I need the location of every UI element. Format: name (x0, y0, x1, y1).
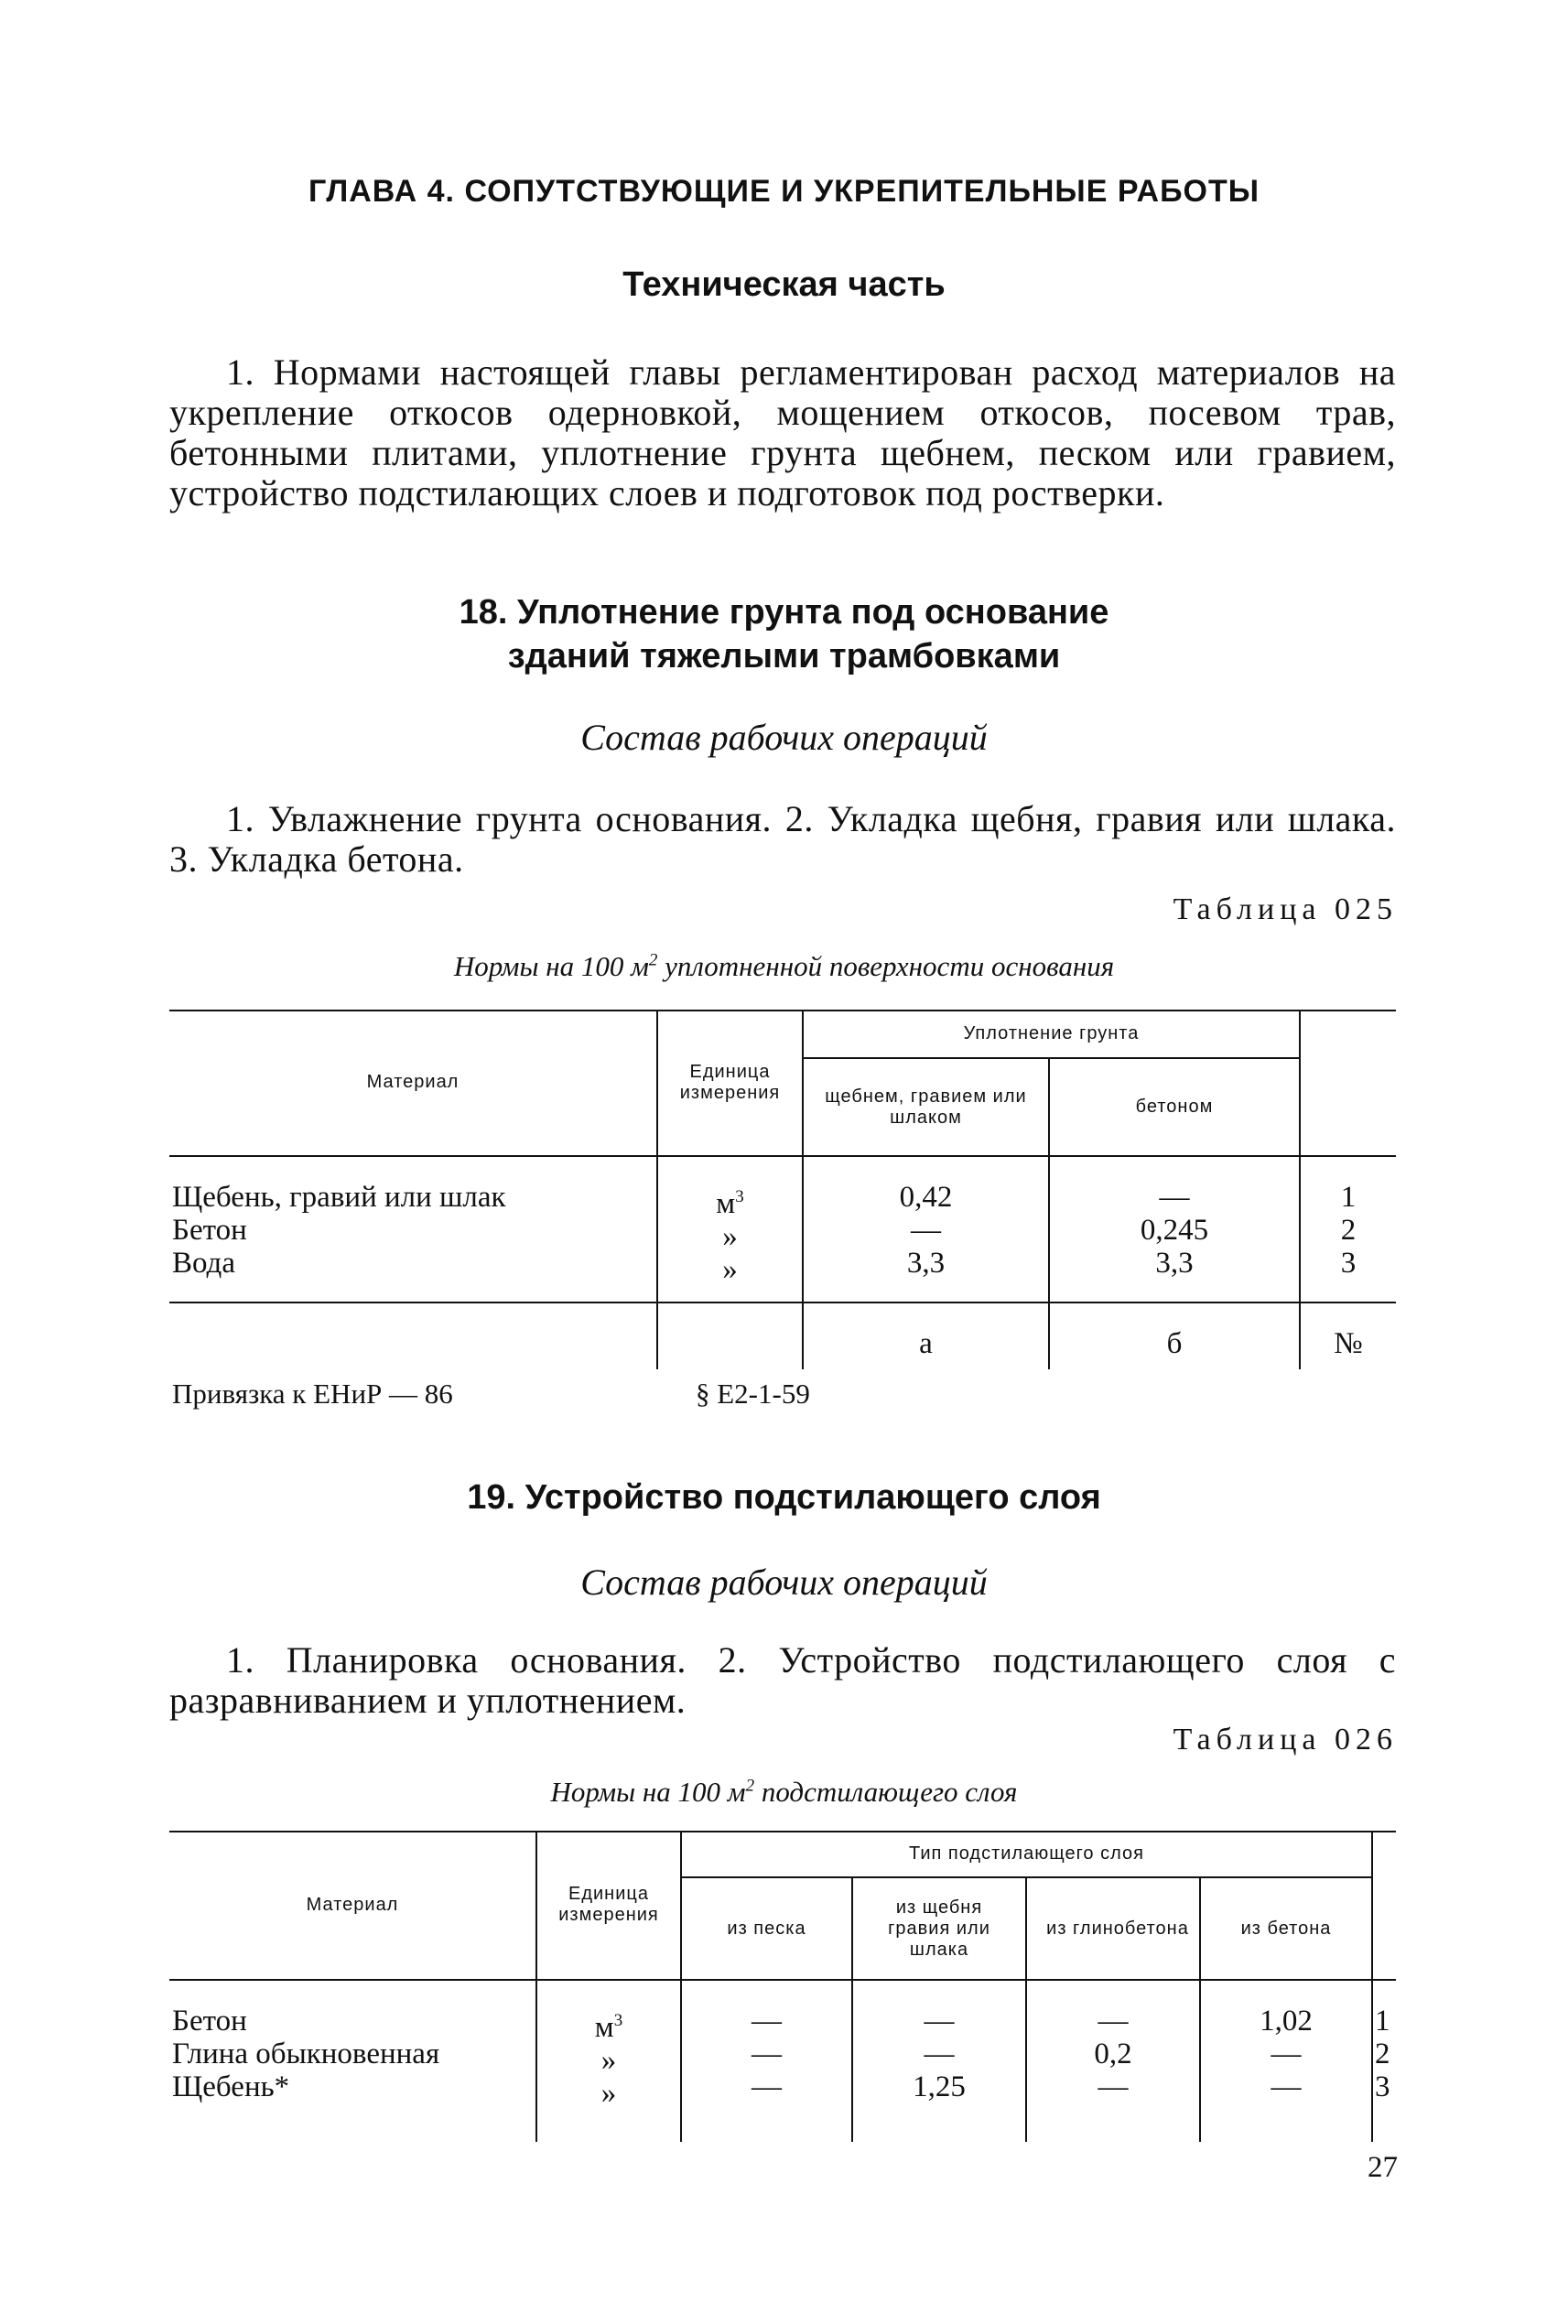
table026-header-a: из песка (727, 1918, 806, 1939)
row-unit: » (600, 2044, 617, 2077)
table025-header-a: щебнем, гравием или шлаком (825, 1086, 1027, 1128)
table025-header-group: Уплотнение грунта (963, 1022, 1140, 1043)
row-value-d: 1,02 (1260, 2005, 1313, 2038)
chapter-title: ГЛАВА 4. СОПУТСТВУЮЩИЕ И УКРЕПИТЕЛЬНЫЕ РАБОТЫ (308, 174, 1260, 209)
row-value-d: — (1271, 2070, 1302, 2103)
row-material: Щебень, гравий или шлак (172, 1181, 506, 1214)
table026-label: Таблица 026 (1173, 1723, 1398, 1757)
row-value-b: 1,25 (913, 2070, 966, 2103)
row-value-d: — (1271, 2038, 1302, 2070)
table025-footer-a: а (919, 1327, 933, 1360)
table026-header-unit: Единица измерения (558, 1884, 659, 1925)
table026-header-group: Тип подстилающего слоя (909, 1843, 1144, 1864)
section18-ops-title: Состав рабочих операций (580, 717, 988, 758)
table025-header-material: Материал (366, 1072, 460, 1092)
row-material: Бетон (172, 2005, 247, 2038)
row-material: Бетон (172, 1214, 247, 1247)
row-value-b: — (1159, 1181, 1190, 1214)
row-value-c: 0,2 (1094, 2038, 1132, 2070)
row-unit: $м^3$ (594, 2011, 623, 2044)
row-value-b: — (924, 2038, 955, 2070)
table025-label: Таблица 025 (1173, 892, 1398, 926)
row-unit: » (600, 2077, 617, 2110)
section18-title-line2: зданий тяжелыми трамбовками (507, 637, 1061, 676)
row-value-a: — (752, 2038, 782, 2070)
row-material: Вода (172, 1247, 235, 1280)
row-number: 3 (1375, 2070, 1390, 2103)
table026-header-d: из бетона (1240, 1918, 1332, 1939)
row-value-b: 0,245 (1140, 1214, 1209, 1247)
row-value-a: — (752, 2070, 782, 2103)
table025-header-b: бетоном (1135, 1097, 1214, 1117)
row-value-a: 3,3 (906, 1247, 946, 1280)
row-number: 1 (1375, 2005, 1390, 2038)
table025-footer-b: б (1166, 1327, 1183, 1360)
row-unit: » (722, 1253, 738, 1286)
technical-part-paragraph: 1. Нормами настоящей главы регламентирован расход материалов на укрепление откосов одерновкой, мощением откосов, посевом трав, бетонными плитами, уплотнение грунта щебнем, песком или гравием, устройство подстилающих слоев и подготовок под ростверки. (169, 351, 1396, 513)
row-number: 1 (1340, 1181, 1357, 1214)
page-number: 27 (1368, 2151, 1398, 2184)
table025-header-unit: Единица измерения (679, 1061, 781, 1103)
row-value-a: — (752, 2005, 782, 2038)
row-material: Щебень* (172, 2070, 290, 2103)
row-number: 3 (1340, 1247, 1357, 1280)
section19-title: 19. Устройство подстилающего слоя (467, 1478, 1101, 1517)
section19-ops-text: 1. Планировка основания. 2. Устройство подстилающего слоя с разравниванием и уплотнением. (169, 1639, 1396, 1721)
row-unit: » (722, 1220, 738, 1253)
table026-header-b: из щебня гравия или шлака (888, 1897, 990, 1960)
binding-label: Привязка к ЕНиР — 86 (172, 1378, 453, 1410)
row-number: 2 (1375, 2038, 1390, 2070)
row-number: 2 (1340, 1214, 1357, 1247)
row-material: Глина обыкновенная (172, 2038, 440, 2070)
section18-ops-text: 1. Увлажнение грунта основания. 2. Укладка щебня, гравия или шлака. 3. Укладка бетона. (169, 798, 1396, 880)
row-value-b: — (924, 2005, 955, 2038)
technical-part-title: Техническая часть (622, 265, 946, 304)
table025-footer-num: № (1334, 1327, 1363, 1360)
row-value-c: — (1098, 2070, 1129, 2103)
table026-header-c: из глинобетона (1046, 1918, 1189, 1939)
row-unit: $м^3$ (716, 1187, 744, 1220)
section19-ops-title: Состав рабочих операций (580, 1562, 988, 1603)
table026-header-material: Материал (306, 1894, 399, 1915)
table025-caption: Нормы на 100 $м^2$ уплотненной поверхности основания (453, 950, 1115, 982)
table026-caption: Нормы на 100 $м^2$ подстилающего слоя (550, 1776, 1018, 1808)
row-value-c: — (1098, 2005, 1129, 2038)
row-value-a: — (911, 1214, 941, 1247)
row-value-a: 0,42 (899, 1181, 953, 1214)
binding-reference: § Е2-1-59 (696, 1378, 810, 1410)
section18-title-line1: 18. Уплотнение грунта под основание (459, 593, 1109, 632)
row-value-b: 3,3 (1155, 1247, 1194, 1280)
